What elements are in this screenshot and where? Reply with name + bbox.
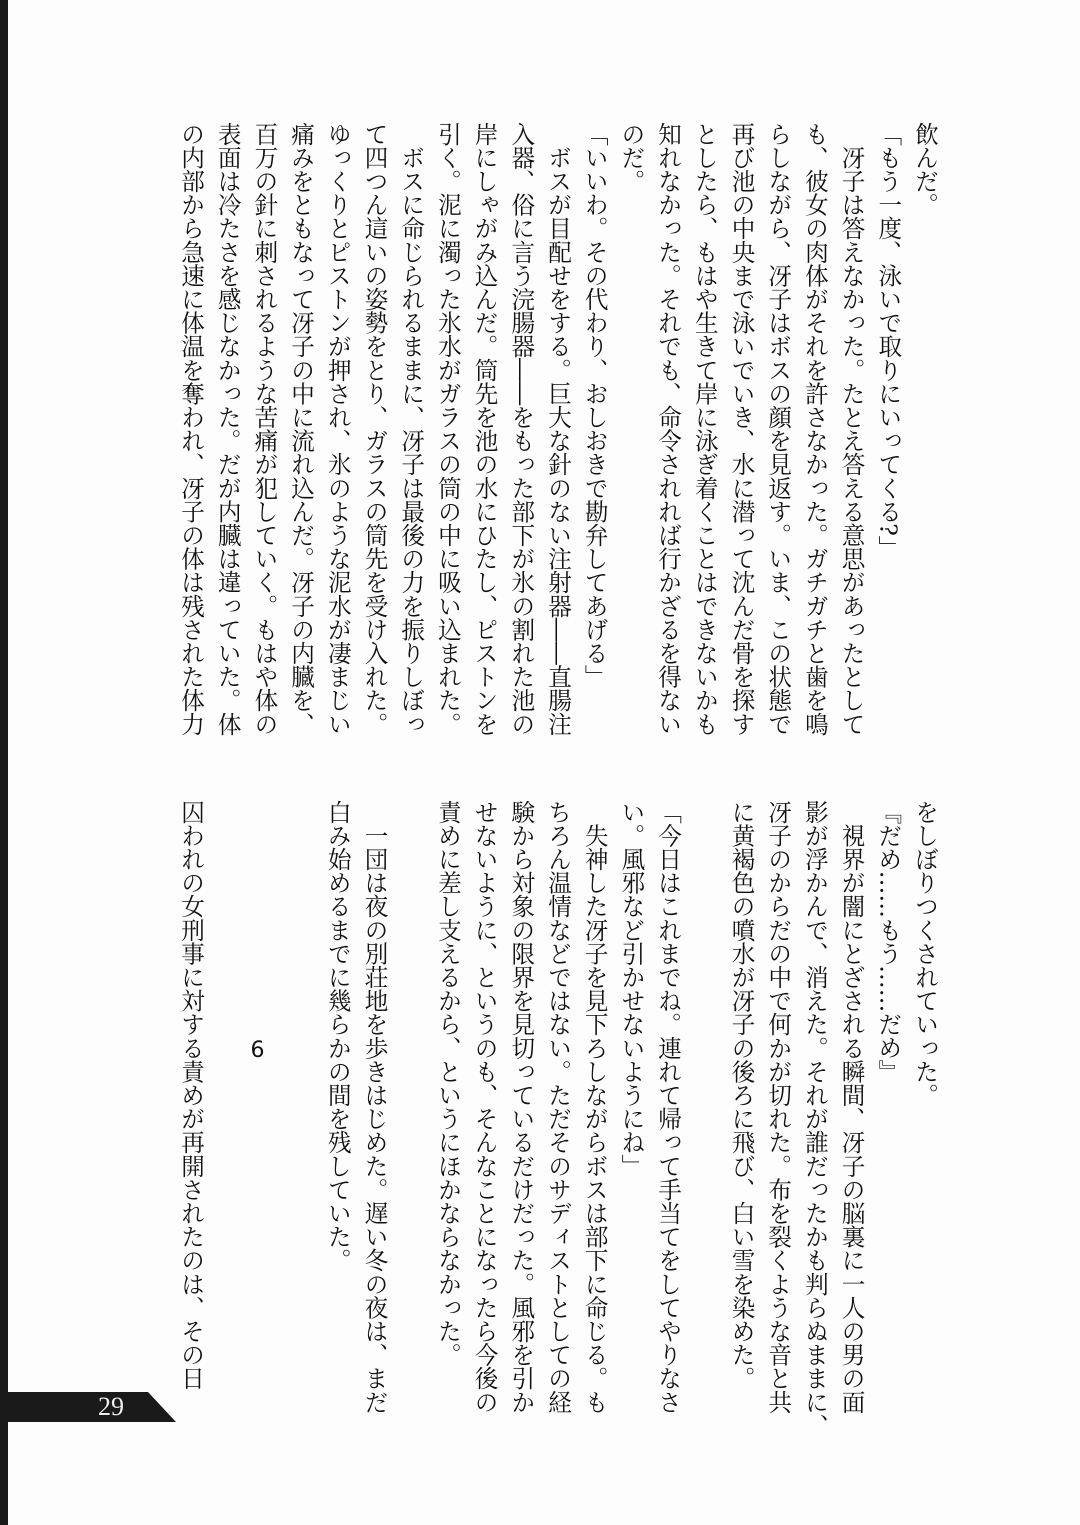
text-column: 引く。泥に濁った氷水がガラスの筒の中に吸い込まれた。 [433,122,462,736]
text-column: としたら、もはや生きて岸に泳ぎ着くことはできないかも [690,122,719,736]
text-column: 失神した冴子を見下ろしながらボスは部下に命じる。も [580,800,609,1414]
text-column: 責めに差し支えるから、というにほかならなかった。 [433,800,462,1367]
text-column: ゆっくりとピストンが押され、氷のような泥水が凄まじい [323,122,352,736]
text-column: に黄褐色の噴水が冴子の後ろに飛び、白い雪を染めた。 [727,800,756,1390]
text-column: 岸にしゃがみ込んだ。筒先を池の水にひたし、ピストンを [470,122,499,736]
text-column: 影が浮かんで、消えた。それが誰だったかも判らぬままに、 [800,800,829,1438]
text-column: 一団は夜の別荘地を歩きはじめた。遅い冬の夜は、まだ [360,800,389,1414]
text-column: ボスに命じられるままに、冴子は最後の力を振りしぼっ [397,122,426,736]
text-column: も、彼女の肉体がそれを許さなかった。ガチガチと歯を鳴 [800,122,829,736]
text-column: ボスが目配せをする。巨大な針のない注射器――直腸注 [544,122,572,736]
text-column: らしながら、冴子はボスの顔を見返す。いま、この状態で [764,122,793,736]
text-column: をしぼりつくされていった。 [911,800,939,1107]
text-column: ちろん温情などではない。ただそのサディストとしての経 [544,800,572,1414]
section-number: 6 [245,1038,270,1063]
text-column: 「もう一度、泳いで取りにいってくる?」 [874,122,903,560]
text-column: の内部から急速に体温を奪われ、冴子の体は残された体力 [177,122,205,736]
page-edge-bar [0,0,8,1525]
text-column: 冴子のからだの中で何かが切れた。布を裂くような音と共 [764,800,793,1414]
text-column: 百万の針に刺されるような苦痛が犯していく。もはや体の [250,122,279,736]
text-column: 冴子は答えなかった。たとえ答える意思があったとして [837,122,866,736]
text-column: 知れなかった。それでも、命令されれば行かざるを得ない [654,122,683,736]
text-column: 入器、俗に言う浣腸器――をもった部下が氷の割れた池の [507,122,536,736]
text-column: せないように、というのも、そんなことになったら今後の [470,800,499,1414]
text-column: 囚われの女刑事に対する責めが再開されたのは、その日 [177,800,205,1390]
text-column: 飲んだ。 [911,122,939,217]
page-number-tab [8,1392,176,1422]
text-column: 再び池の中央まで泳いでいき、水に潜って沈んだ骨を探す [727,122,756,736]
text-column: 痛みをともなって冴子の中に流れ込んだ。冴子の内臓を、 [287,122,316,736]
text-column: い。風邪など引かせないようにね」 [617,800,646,1178]
text-column: 験から対象の限界を見切っているだけだった。風邪を引か [507,800,536,1414]
text-column: て四つん這いの姿勢をとり、ガラスの筒先を受け入れた。 [360,122,389,736]
page-number: 29 [98,1392,124,1421]
text-column: 『だめ……もう……だめ』 [874,800,903,1084]
text-column: 「今日はこれまでね。連れて帰って手当てをしてやりなさ [654,800,683,1414]
text-column: 白み始めるまでに幾らかの間を残していた。 [323,800,352,1272]
text-column: のだ。 [617,122,646,193]
text-column: 「いいわ。その代わり、おしおきで勘弁してあげる」 [580,122,609,689]
text-column: 視界が闇にとざされる瞬間、冴子の脳裏に一人の男の面 [837,800,866,1414]
text-column: 表面は冷たさを感じなかった。だが内臓は違っていた。体 [213,122,242,736]
